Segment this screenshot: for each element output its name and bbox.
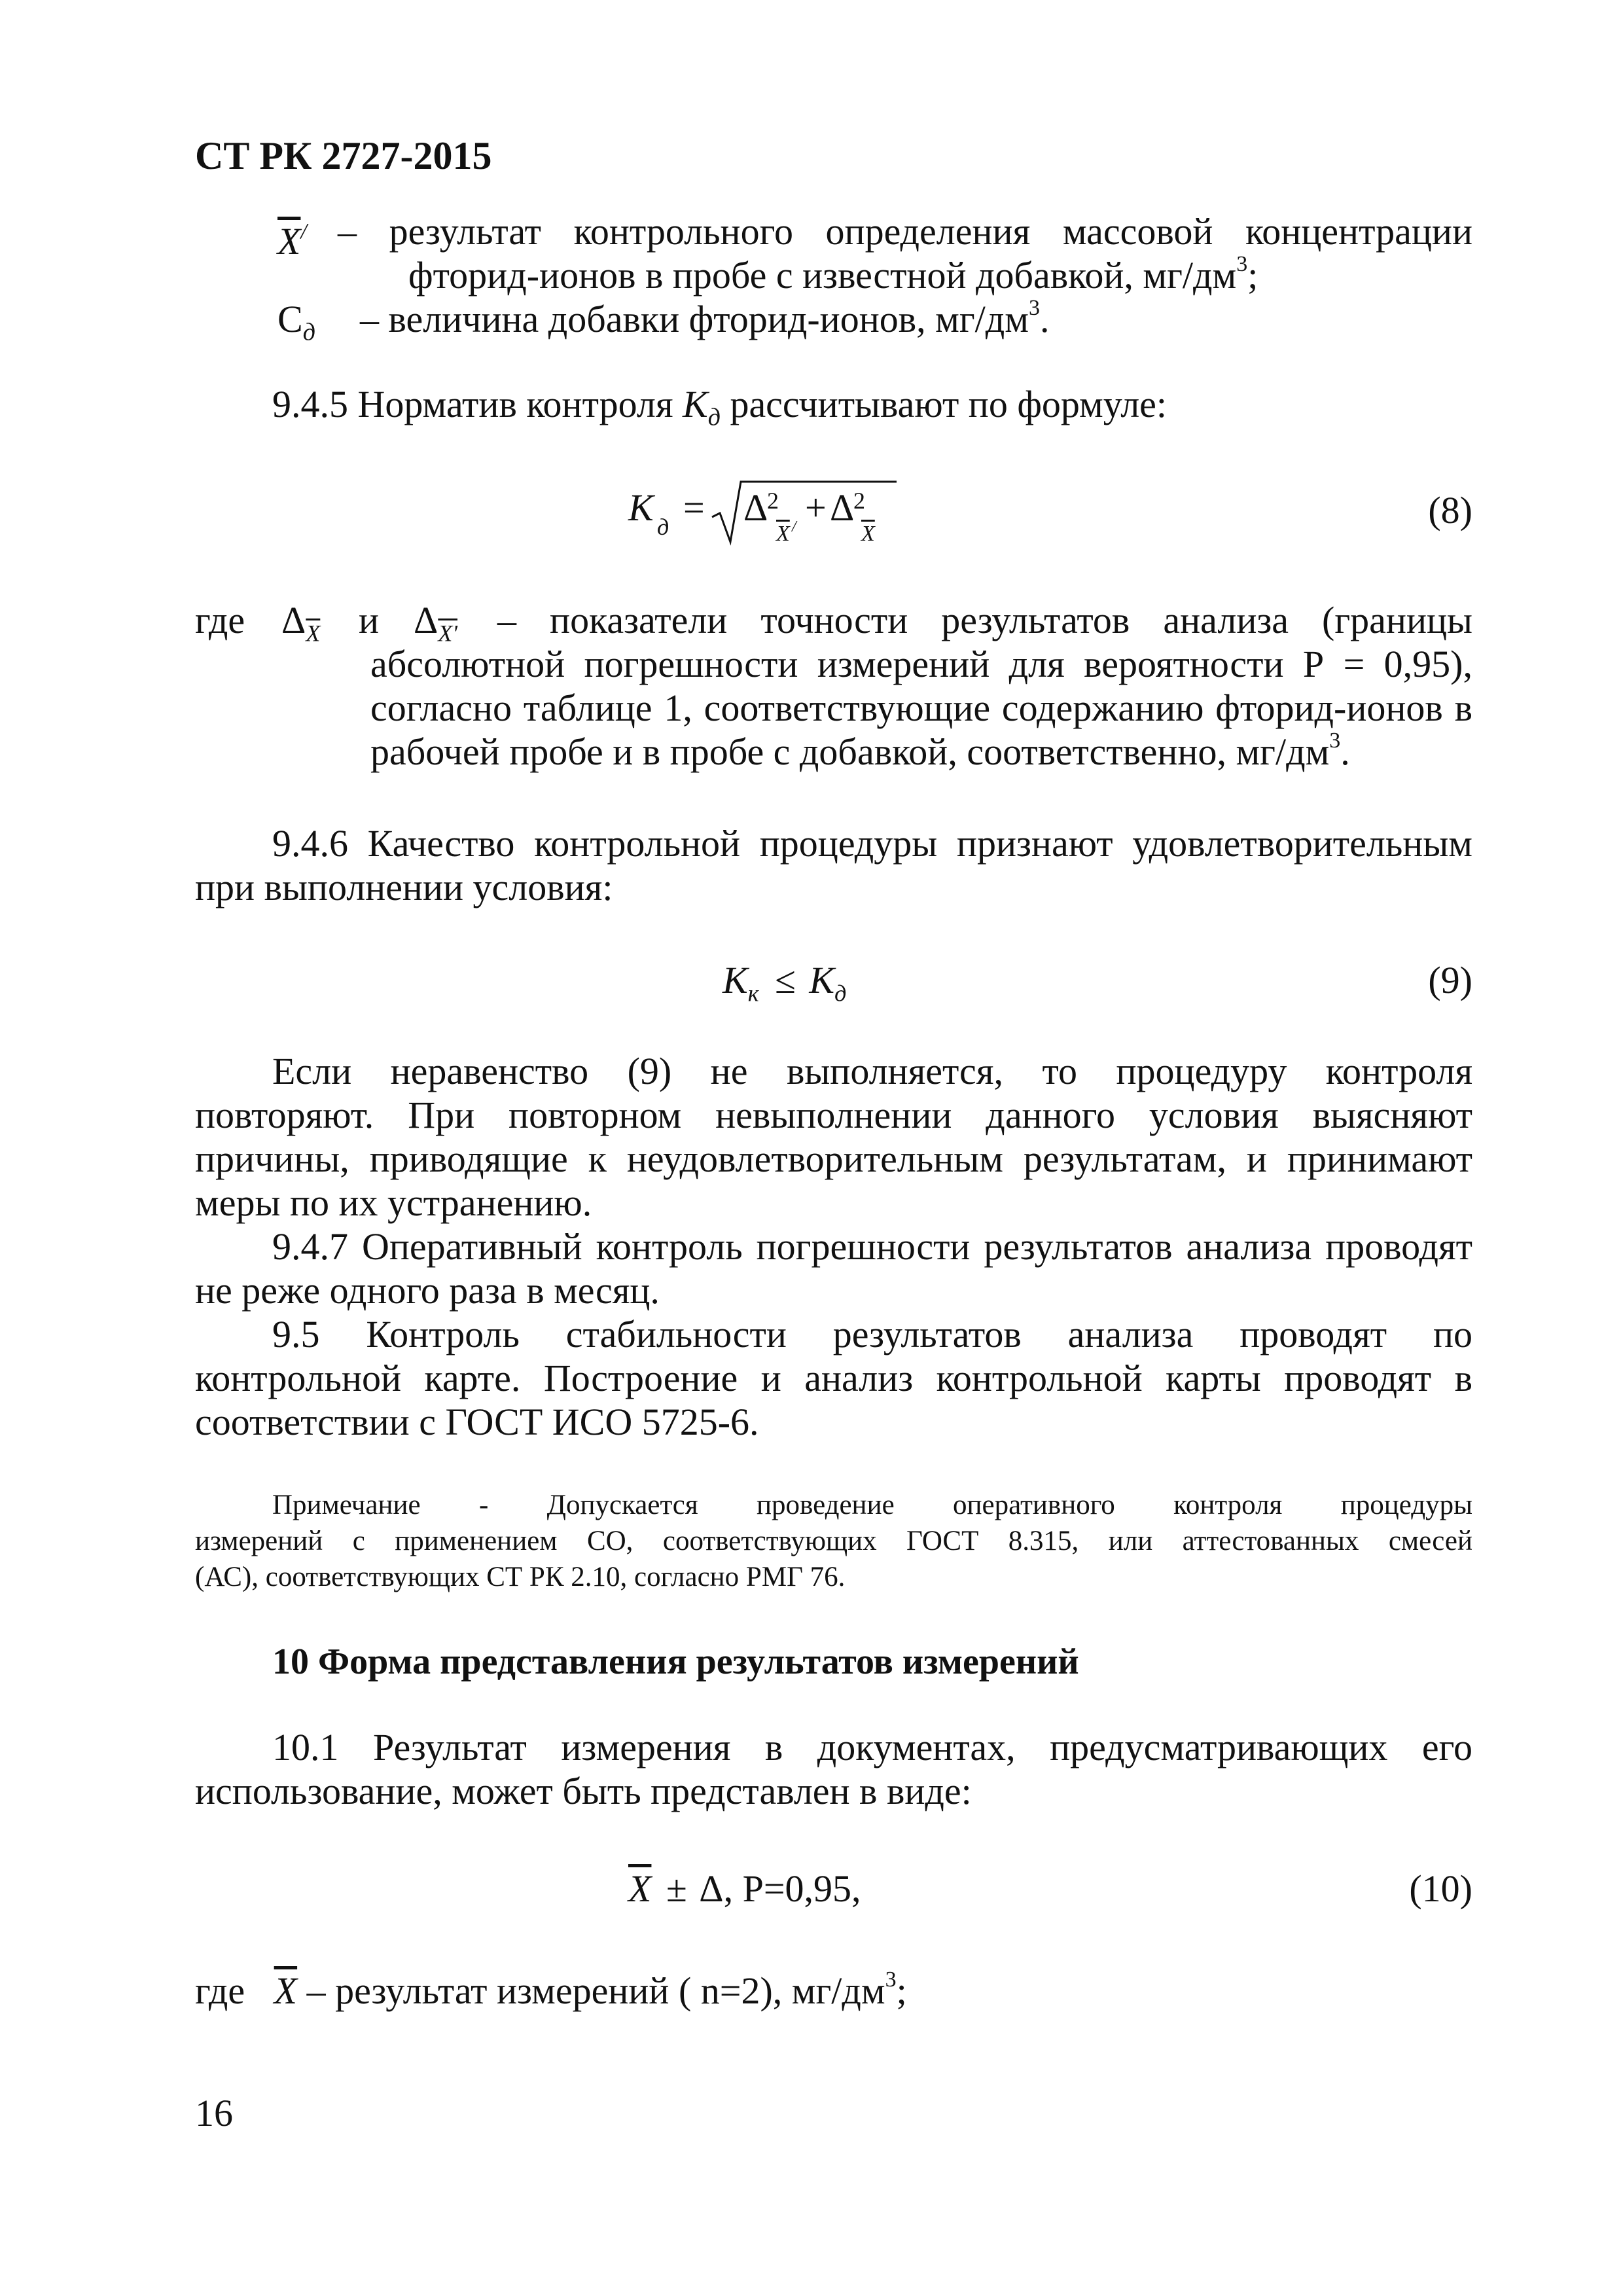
section-10-title: 10 Форма представления результатов измерений	[272, 1641, 1079, 1682]
paragraph-9-4-6-line2: при выполнении условия:	[195, 866, 613, 908]
paragraph-9-5-line3: соответствии с ГОСТ ИСО 5725-6.	[195, 1401, 759, 1443]
where-10: где $\overline{X}$ – результат измерений ( n=2), $мг/дм^3$;	[195, 1967, 907, 2012]
paragraph-if-line4: меры по их устранению.	[195, 1181, 592, 1224]
where-8-line4: рабочей пробе и в пробе с добавкой, соответственно, $мг/дм^3$.	[370, 728, 1350, 773]
formula-10: $\overline{X} \pm \Delta$, Р=0,95,	[628, 1867, 861, 1910]
formula-8-sq-2: 2	[853, 488, 865, 514]
where-8-and: и	[359, 599, 380, 641]
note-line3: (АС), соответствующих СТ РК 2.10, согласно РМГ 76.	[195, 1562, 846, 1592]
def-x-prime-line2: фторид-ионов в пробе с известной добавкой, $мг/дм^3$;	[408, 252, 1258, 296]
page-number: 16	[195, 2092, 233, 2134]
document-header: СТ РК 2727-2015	[195, 134, 492, 177]
paragraph-9-4-5: 9.4.5 Норматив контроля $K_д$ рассчитывают по формуле:	[272, 383, 1168, 431]
formula-8-eq: =	[683, 486, 705, 529]
where-8-line1: – показатели точности результатов анализа (границы	[497, 599, 1472, 641]
formula-8-lhs-sub: д	[657, 514, 669, 540]
formula-8-sub-x: $\overline{X}$	[861, 522, 875, 546]
note-line1: Примечание - Допускается проведение оперативного контроля процедуры	[272, 1490, 1472, 1520]
paragraph-10-1-line2: использование, может быть представлен в виде:	[195, 1770, 972, 1812]
formula-8-delta-1: Δ	[743, 486, 768, 529]
note-line2: измерений с применением СО, соответствующих ГОСТ 8.315, или аттестованных смесей	[195, 1526, 1472, 1556]
formula-8-sub-prime: /	[792, 518, 796, 535]
paragraph-10-1-line1: 10.1 Результат измерения в документах, предусматривающих его	[272, 1726, 1472, 1768]
paragraph-if-line2: повторяют. При повторном невыполнении данного условия выясняют	[195, 1094, 1472, 1136]
paragraph-9-5-line2: контрольной карте. Построение и анализ контрольной карты проводят в	[195, 1357, 1472, 1399]
formula-9-number: (9)	[1428, 959, 1472, 1001]
where-8-delta-x: $\Delta_{\overline{X}}$	[281, 599, 321, 647]
where-8-line3: согласно таблице 1, соответствующие содержанию фторид-ионов в	[370, 687, 1472, 729]
def-cd-symbol: $С_д$	[277, 298, 315, 346]
paragraph-9-4-7-line1: 9.4.7 Оперативный контроль погрешности результатов анализа проводят	[272, 1225, 1472, 1268]
def-cd-text: – величина добавки фторид-ионов, $мг/дм^3$.	[360, 296, 1050, 340]
formula-8-plus: +	[805, 486, 827, 529]
formula-8-lhs: K	[628, 486, 654, 529]
where-8-delta-x-prime: $\Delta_{X'}$	[414, 599, 458, 647]
def-x-prime-symbol: $\overline{X}^/$	[277, 219, 307, 262]
paragraph-9-5-line1: 9.5 Контроль стабильности результатов анализа проводят по	[272, 1313, 1472, 1355]
formula-8-delta-2: Δ	[830, 486, 855, 529]
formula-10-number: (10)	[1409, 1867, 1472, 1910]
paragraph-if-line3: причины, приводящие к неудовлетворительным результатам, и принимают	[195, 1138, 1472, 1180]
where-8-line2: абсолютной погрешности измерений для вероятности Р = 0,95),	[370, 643, 1472, 685]
paragraph-9-4-7-line2: не реже одного раза в месяц.	[195, 1269, 660, 1312]
def-x-prime-line1: – результат контрольного определения массовой концентрации	[338, 210, 1472, 253]
formula-8-number: (8)	[1428, 489, 1472, 531]
paragraph-9-4-6-line1: 9.4.6 Качество контрольной процедуры признают удовлетворительным	[272, 822, 1472, 865]
formula-8-sub-x-prime: $\overline{X}$	[776, 522, 790, 546]
formula-8	[628, 486, 916, 551]
paragraph-if-line1: Если неравенство (9) не выполняется, то процедуру контроля	[272, 1050, 1472, 1092]
formula-8-sq-1: 2	[767, 488, 779, 514]
where-8-gde: где	[195, 599, 245, 641]
formula-9: $K_к \le K_д$	[722, 959, 847, 1007]
